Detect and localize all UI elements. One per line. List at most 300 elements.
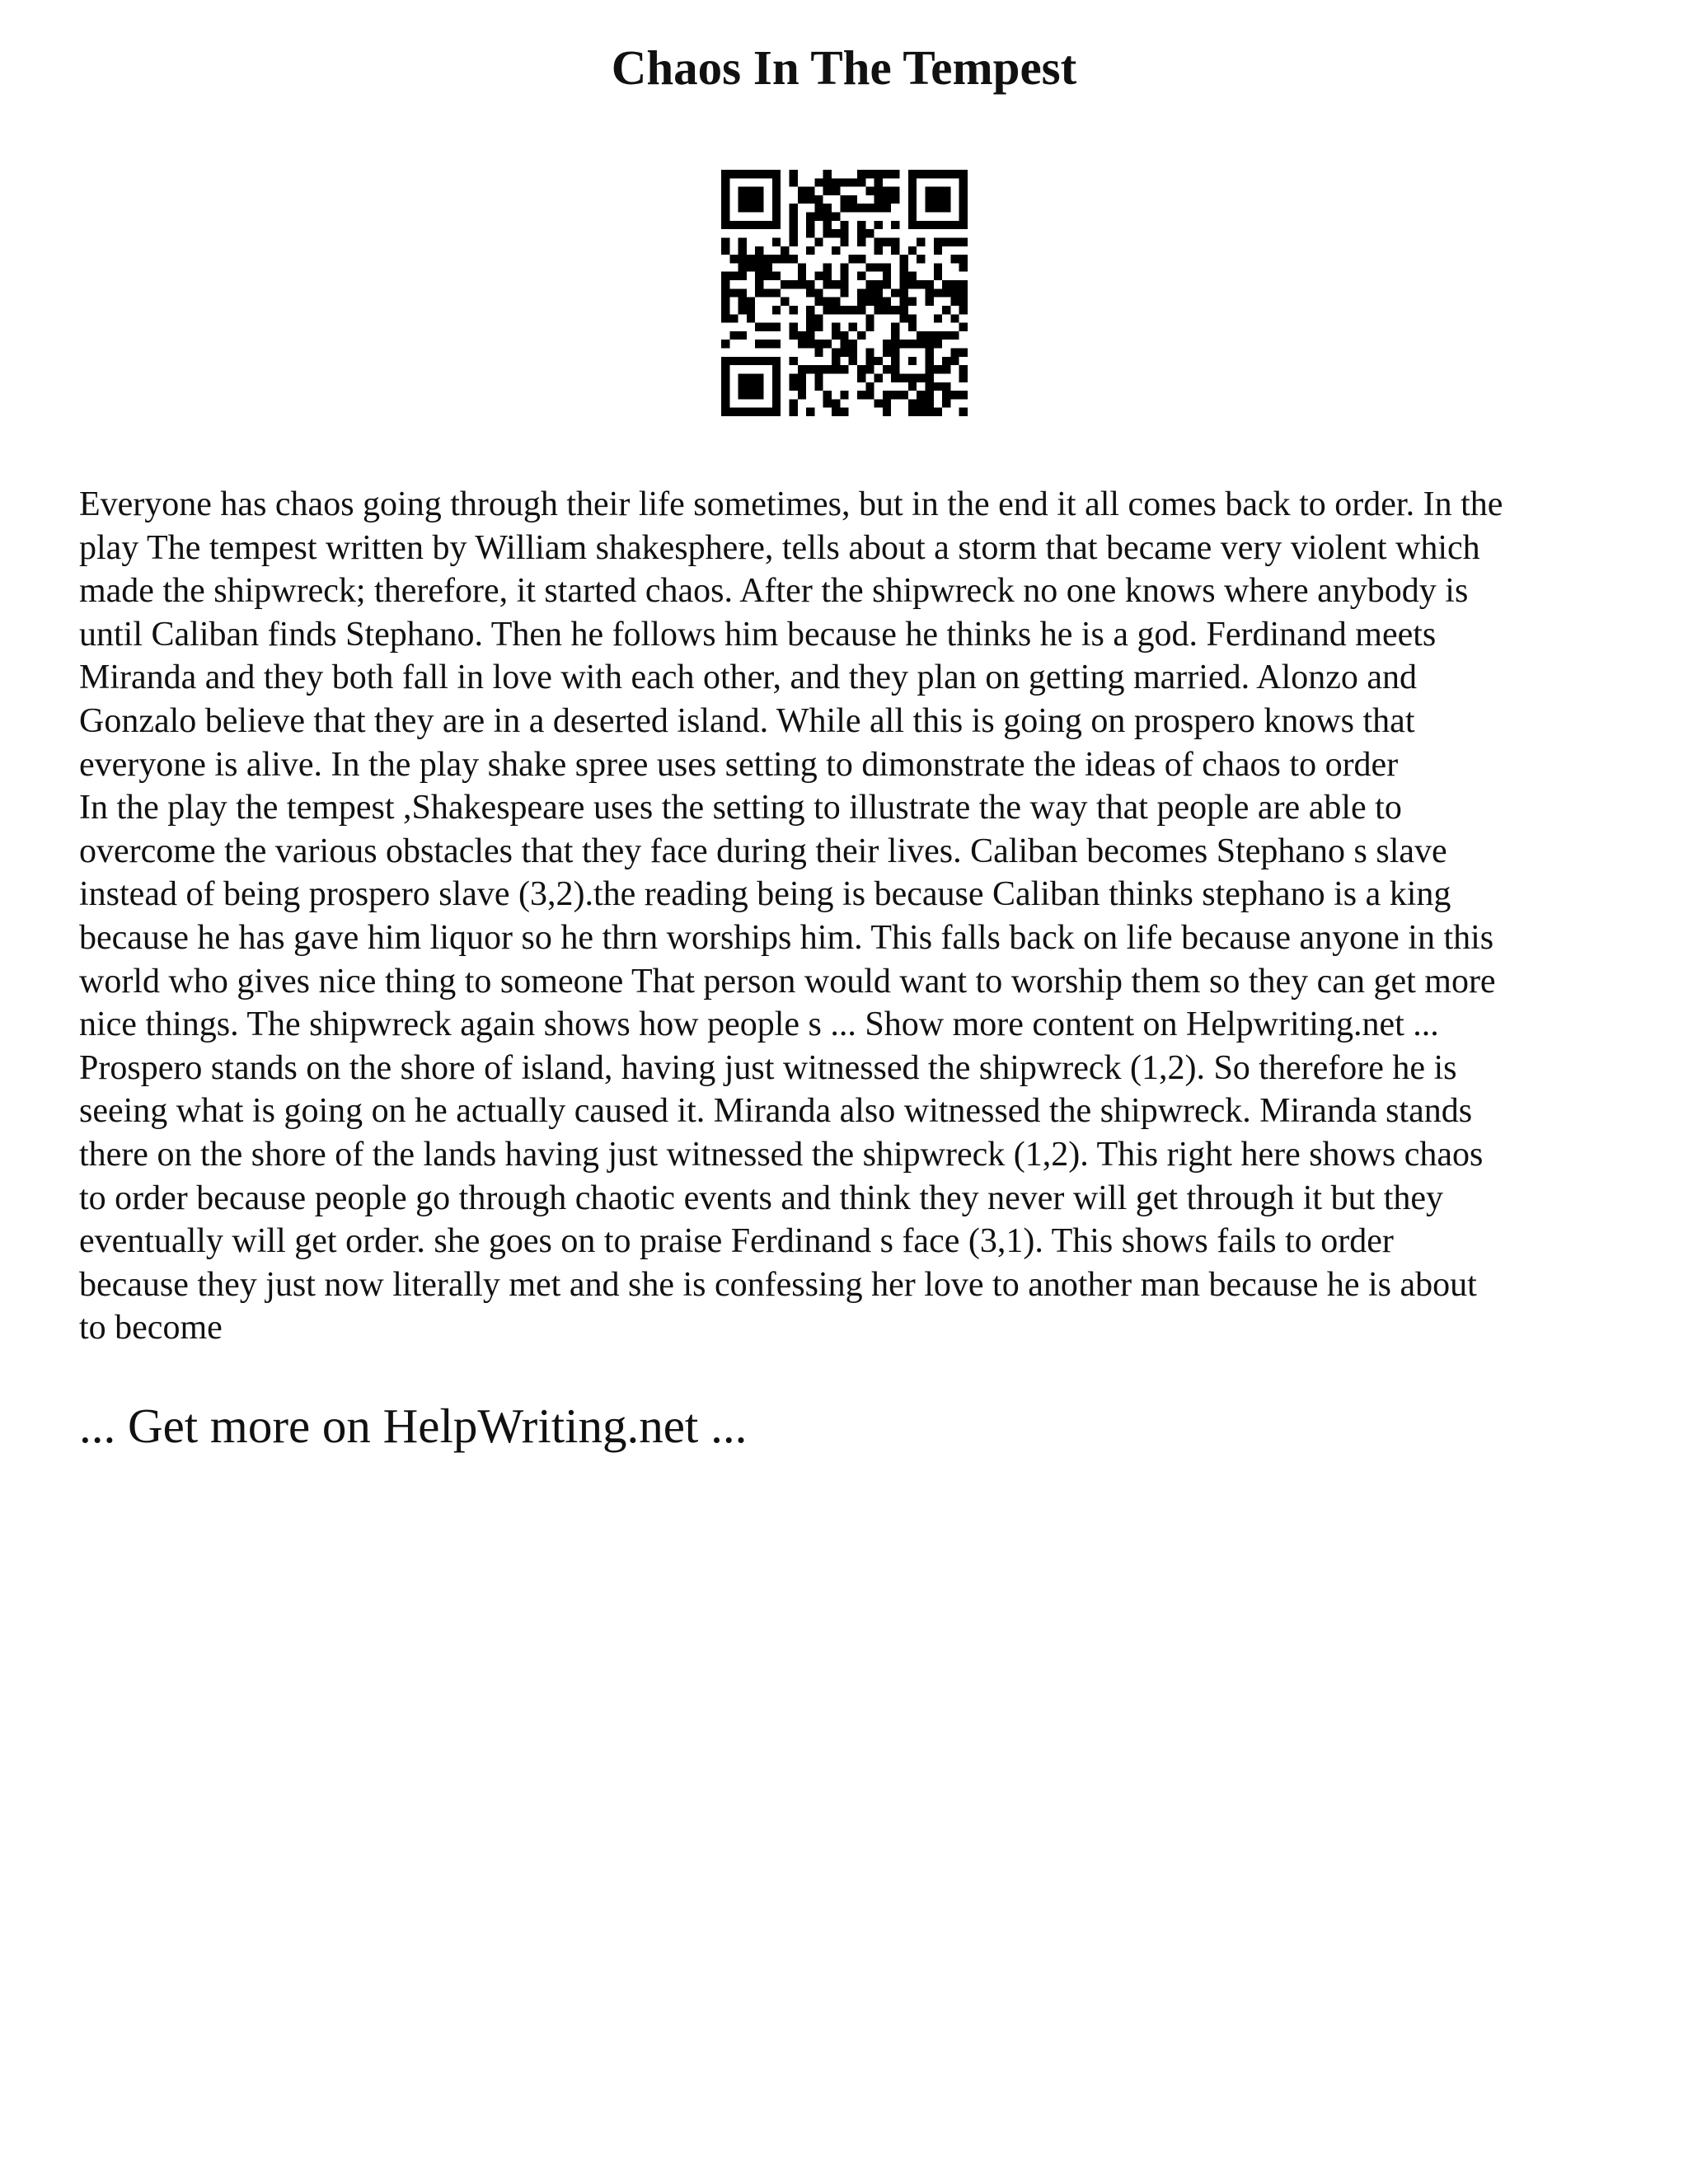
qr-module [721, 365, 729, 373]
paragraph-line: to become [79, 1309, 223, 1347]
paragraph-line: eventually will get order. she goes on to praise Ferdinand s face (3,1). This shows fails to order [79, 1222, 1394, 1261]
qr-module [934, 331, 942, 340]
qr-module [883, 204, 891, 212]
qr-module [959, 263, 968, 271]
qr-module [789, 237, 797, 246]
qr-module [721, 170, 729, 178]
qr-module [721, 280, 729, 288]
paragraph-line: because they just now literally met and she is confessing her love to another man because he is about [79, 1265, 1477, 1304]
qr-module [729, 331, 738, 340]
qr-module [925, 349, 933, 357]
qr-module [857, 229, 865, 237]
qr-module [738, 246, 747, 255]
qr-module [959, 391, 968, 399]
qr-module [772, 272, 781, 280]
qr-module [908, 408, 917, 416]
qr-module [806, 213, 814, 221]
qr-module [934, 237, 942, 246]
qr-module [798, 373, 806, 382]
qr-module [755, 280, 763, 288]
qr-module [806, 306, 814, 314]
qr-module [959, 170, 968, 178]
qr-module [908, 382, 917, 391]
qr-module [823, 306, 832, 314]
qr-module [840, 204, 848, 212]
qr-module [959, 408, 968, 416]
qr-module [950, 288, 959, 297]
qr-module [857, 178, 865, 186]
qr-module [721, 306, 729, 314]
qr-module [721, 298, 729, 306]
qr-module [747, 195, 755, 204]
qr-module [900, 298, 908, 306]
qr-module [755, 272, 763, 280]
qr-module [934, 246, 942, 255]
qr-module [959, 195, 968, 204]
qr-module [942, 306, 950, 314]
qr-module [755, 408, 763, 416]
qr-module [925, 280, 933, 288]
qr-module [755, 323, 763, 331]
qr-module [798, 187, 806, 195]
qr-module [891, 373, 899, 382]
qr-module [738, 272, 747, 280]
qr-module [823, 187, 832, 195]
get-more-link[interactable]: ... Get more on HelpWriting.net ... [79, 1399, 748, 1453]
qr-module [721, 399, 729, 407]
page-title: Chaos In The Tempest [611, 40, 1077, 95]
qr-module [772, 408, 781, 416]
paragraph-line: Miranda and they both fall in love with each other, and they plan on getting married. Alonzo and [79, 658, 1418, 697]
qr-module [806, 246, 814, 255]
qr-module [729, 221, 738, 229]
qr-module [942, 237, 950, 246]
qr-module [874, 195, 883, 204]
qr-module [823, 340, 832, 348]
qr-module [942, 331, 950, 340]
qr-module [814, 288, 823, 297]
qr-module [908, 340, 917, 348]
qr-module [789, 280, 797, 288]
qr-module [755, 221, 763, 229]
qr-module [738, 408, 747, 416]
qr-module [781, 246, 789, 255]
qr-module [874, 204, 883, 212]
qr-module [798, 331, 806, 340]
qr-module [900, 314, 908, 322]
qr-module [883, 408, 891, 416]
qr-module [721, 391, 729, 399]
qr-module [942, 382, 950, 391]
qr-module [832, 178, 840, 186]
qr-module [721, 382, 729, 391]
qr-module [840, 288, 848, 297]
qr-module [781, 255, 789, 263]
qr-module [900, 288, 908, 297]
qr-module [832, 399, 840, 407]
qr-module [959, 221, 968, 229]
qr-module [806, 314, 814, 322]
paragraph-line: until Caliban finds Stephano. Then he follows him because he thinks he is a god. Ferdinand meets [79, 615, 1437, 654]
qr-module [814, 237, 823, 246]
qr-module [798, 280, 806, 288]
qr-module [840, 349, 848, 357]
qr-module [883, 365, 891, 373]
qr-module [772, 187, 781, 195]
qr-module [738, 298, 747, 306]
qr-code [721, 170, 968, 416]
paragraph-line: Everyone has chaos going through their life sometimes, but in the end it all comes back to order. In the [79, 485, 1503, 523]
qr-module [823, 229, 832, 237]
qr-module [865, 280, 874, 288]
qr-module [891, 323, 899, 331]
qr-module [806, 187, 814, 195]
qr-module [840, 272, 848, 280]
qr-module [908, 204, 917, 212]
qr-module [891, 306, 899, 314]
qr-module [865, 357, 874, 365]
qr-module [814, 195, 823, 204]
qr-module [764, 221, 772, 229]
qr-module [772, 399, 781, 407]
qr-module [806, 323, 814, 331]
qr-module [865, 349, 874, 357]
qr-module [849, 357, 857, 365]
qr-module [917, 221, 925, 229]
qr-module [781, 280, 789, 288]
paragraph-line: nice things. The shipwreck again shows how people s ... Show more content on Helpwriting.net ... [79, 1005, 1439, 1044]
qr-module [959, 255, 968, 263]
qr-module [925, 408, 933, 416]
qr-module [942, 204, 950, 212]
qr-module [874, 178, 883, 186]
qr-module [840, 280, 848, 288]
qr-module [925, 331, 933, 340]
qr-module [891, 357, 899, 365]
qr-module [959, 323, 968, 331]
qr-module [908, 213, 917, 221]
qr-module [832, 365, 840, 373]
qr-module [823, 280, 832, 288]
qr-module [789, 323, 797, 331]
qr-module [950, 255, 959, 263]
qr-module [857, 237, 865, 246]
qr-module [772, 195, 781, 204]
qr-module [789, 229, 797, 237]
qr-module [814, 349, 823, 357]
qr-module [729, 170, 738, 178]
qr-module [942, 399, 950, 407]
qr-module [814, 323, 823, 331]
qr-module [857, 306, 865, 314]
qr-module [934, 221, 942, 229]
qr-module [789, 255, 797, 263]
qr-module [865, 187, 874, 195]
qr-module [900, 263, 908, 271]
qr-module [849, 178, 857, 186]
qr-module [874, 280, 883, 288]
qr-module [891, 237, 899, 246]
qr-module [832, 213, 840, 221]
qr-module [857, 365, 865, 373]
qr-module [891, 331, 899, 340]
qr-module [832, 349, 840, 357]
qr-module [874, 246, 883, 255]
qr-module [908, 221, 917, 229]
qr-module [798, 263, 806, 271]
qr-module [883, 349, 891, 357]
qr-module [900, 280, 908, 288]
qr-module [917, 373, 925, 382]
qr-module [721, 213, 729, 221]
qr-module [738, 170, 747, 178]
qr-module [925, 382, 933, 391]
qr-module [814, 382, 823, 391]
qr-module [840, 221, 848, 229]
qr-module [806, 229, 814, 237]
qr-module [934, 288, 942, 297]
qr-module [857, 298, 865, 306]
qr-module [721, 340, 729, 348]
qr-module [832, 246, 840, 255]
qr-module [883, 280, 891, 288]
qr-module [755, 357, 763, 365]
qr-module [865, 314, 874, 322]
qr-module [891, 221, 899, 229]
paragraph-line: play The tempest written by William shakesphere, tells about a storm that became very violent which [79, 528, 1480, 567]
paragraph-line: seeing what is going on he actually caused it. Miranda also witnessed the shipwreck. Miranda stands [79, 1092, 1473, 1131]
qr-module [772, 306, 781, 314]
qr-module [934, 272, 942, 280]
qr-module [959, 288, 968, 297]
qr-module [883, 263, 891, 271]
qr-module [959, 373, 968, 382]
paragraph-line: overcome the various obstacles that they face during their lives. Caliban becomes Stephano s slave [79, 832, 1447, 870]
qr-module [814, 298, 823, 306]
qr-module [840, 331, 848, 340]
qr-module [908, 373, 917, 382]
qr-module [738, 331, 747, 340]
qr-module [806, 195, 814, 204]
qr-module [917, 391, 925, 399]
paragraph-line: In the play the tempest ,Shakespeare uses the setting to illustrate the way that people are able to [79, 789, 1402, 827]
qr-module [755, 340, 763, 348]
paragraph-line: because he has gave him liquor so he thrn worships him. This falls back on life because anyone in this [79, 918, 1494, 957]
qr-module [934, 314, 942, 322]
qr-module [925, 357, 933, 365]
qr-module [747, 357, 755, 365]
qr-module [840, 340, 848, 348]
qr-module [781, 298, 789, 306]
qr-module [814, 365, 823, 373]
qr-module [857, 272, 865, 280]
qr-module [891, 365, 899, 373]
qr-module [806, 280, 814, 288]
qr-module [755, 382, 763, 391]
qr-module [874, 288, 883, 297]
qr-module [950, 298, 959, 306]
qr-module [738, 263, 747, 271]
qr-module [908, 246, 917, 255]
qr-module [738, 373, 747, 382]
qr-module [857, 255, 865, 263]
qr-module [738, 195, 747, 204]
qr-module [874, 357, 883, 365]
qr-module [959, 349, 968, 357]
qr-module [721, 237, 729, 246]
qr-module [747, 408, 755, 416]
qr-module [755, 170, 763, 178]
qr-module [840, 178, 848, 186]
qr-module [814, 178, 823, 186]
qr-module [959, 213, 968, 221]
qr-module [832, 357, 840, 365]
qr-module [849, 306, 857, 314]
qr-module [721, 288, 729, 297]
qr-module [738, 237, 747, 246]
qr-module [721, 314, 729, 322]
qr-module [755, 187, 763, 195]
qr-module [865, 391, 874, 399]
qr-module [832, 323, 840, 331]
qr-module [798, 365, 806, 373]
qr-module [721, 272, 729, 280]
qr-module [772, 365, 781, 373]
qr-module [806, 340, 814, 348]
qr-module [900, 373, 908, 382]
qr-module [934, 382, 942, 391]
qr-module [814, 314, 823, 322]
qr-module [789, 373, 797, 382]
qr-module [925, 288, 933, 297]
qr-module [857, 204, 865, 212]
qr-module [908, 195, 917, 204]
qr-module [950, 221, 959, 229]
qr-module [764, 263, 772, 271]
qr-module [865, 298, 874, 306]
qr-module [823, 298, 832, 306]
qr-module [789, 204, 797, 212]
qr-module [806, 331, 814, 340]
essay-paragraph [79, 483, 1629, 1350]
qr-module [764, 408, 772, 416]
qr-module [874, 237, 883, 246]
qr-module [772, 255, 781, 263]
qr-module [849, 323, 857, 331]
qr-module [832, 298, 840, 306]
qr-module [832, 331, 840, 340]
qr-module [772, 373, 781, 382]
qr-module [900, 306, 908, 314]
qr-module [755, 373, 763, 382]
qr-module [772, 382, 781, 391]
qr-module [840, 237, 848, 246]
qr-module [823, 399, 832, 407]
qr-module [934, 204, 942, 212]
qr-module [959, 306, 968, 314]
qr-module [814, 272, 823, 280]
qr-module [772, 170, 781, 178]
qr-module [747, 187, 755, 195]
qr-module [747, 170, 755, 178]
qr-module [865, 382, 874, 391]
qr-module [950, 349, 959, 357]
qr-module [883, 170, 891, 178]
qr-module [865, 323, 874, 331]
qr-module [865, 288, 874, 297]
qr-module [874, 187, 883, 195]
qr-module [950, 237, 959, 246]
qr-module [729, 314, 738, 322]
qr-module [764, 272, 772, 280]
qr-module [857, 373, 865, 382]
qr-module [934, 408, 942, 416]
qr-module [832, 280, 840, 288]
qr-module [789, 213, 797, 221]
qr-module [772, 391, 781, 399]
qr-module [900, 255, 908, 263]
qr-module [729, 288, 738, 297]
qr-module [806, 288, 814, 297]
qr-module [959, 237, 968, 246]
qr-module [917, 255, 925, 263]
qr-module [857, 221, 865, 229]
qr-module [925, 373, 933, 382]
qr-module [908, 314, 917, 322]
qr-module [772, 213, 781, 221]
qr-module [934, 187, 942, 195]
qr-module [721, 221, 729, 229]
qr-module [857, 391, 865, 399]
qr-module [891, 246, 899, 255]
qr-module [789, 221, 797, 229]
qr-module [925, 365, 933, 373]
qr-module [747, 263, 755, 271]
qr-module [874, 399, 883, 407]
qr-module [755, 288, 763, 297]
qr-module [942, 391, 950, 399]
qr-module [959, 187, 968, 195]
qr-module [764, 255, 772, 263]
qr-module [925, 399, 933, 407]
qr-module [959, 204, 968, 212]
qr-module [764, 170, 772, 178]
qr-module [883, 195, 891, 204]
qr-module [729, 408, 738, 416]
qr-module [942, 288, 950, 297]
qr-module [874, 373, 883, 382]
qr-module [738, 357, 747, 365]
qr-module [900, 272, 908, 280]
qr-module [908, 399, 917, 407]
paragraph-line: world who gives nice thing to someone That person would want to worship them so they can get more [79, 962, 1496, 1001]
qr-module [883, 306, 891, 314]
qr-module [721, 187, 729, 195]
qr-module [857, 288, 865, 297]
qr-module [772, 221, 781, 229]
qr-module [849, 255, 857, 263]
qr-module [738, 255, 747, 263]
qr-module [814, 204, 823, 212]
qr-module [840, 391, 848, 399]
qr-module [865, 204, 874, 212]
qr-module [840, 263, 848, 271]
qr-module [925, 204, 933, 212]
qr-module [908, 187, 917, 195]
qr-module [789, 382, 797, 391]
qr-module [764, 340, 772, 348]
qr-module [925, 195, 933, 204]
